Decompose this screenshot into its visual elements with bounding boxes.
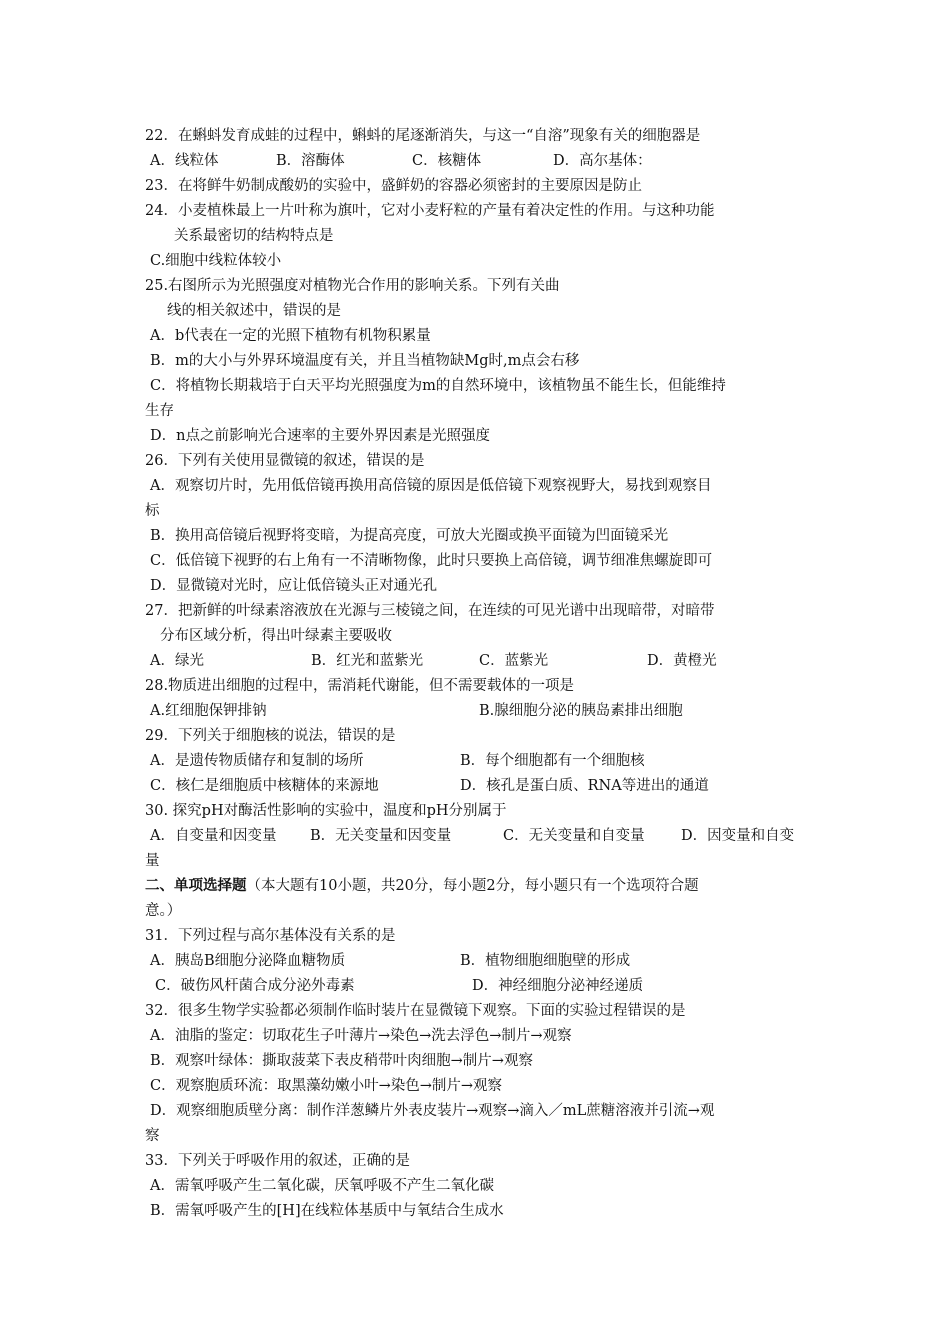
question-24 [0, 199, 950, 223]
question-stem: 33．下列关于呼吸作用的叙述，正确的是 [145, 1153, 410, 1169]
question-26-option-c [0, 549, 950, 573]
option-d: D．n点之前影响光合速率的主要外界因素是光照强度 [150, 428, 490, 444]
option-d: D．核孔是蛋白质、RNA等进出的通道 [460, 778, 709, 794]
question-28-options [0, 699, 950, 723]
question-29-options-ab [0, 749, 950, 773]
question-stem: 22．在蝌蚪发育成蛙的过程中，蝌蚪的尾逐渐消失，与这一“自溶”现象有关的细胞器是 [145, 128, 701, 144]
question-27-cont [0, 624, 950, 648]
question-26-option-d [0, 574, 950, 598]
option-c: C．核仁是细胞质中核糖体的来源地 [150, 778, 379, 794]
option-c: C．低倍镜下视野的右上角有一不清晰物像，此时只要换上高倍镜，调节细准焦螺旋即可 [150, 553, 713, 569]
question-stem-continued: 线的相关叙述中，错误的是 [167, 303, 341, 319]
question-25-option-c-cont [0, 399, 950, 423]
option-a: A．是遗传物质储存和复制的场所 [150, 753, 364, 769]
option-b: B．换用高倍镜后视野将变暗，为提高亮度，可放大光圈或换平面镜为凹面镜采光 [150, 528, 669, 544]
question-27-options [0, 649, 950, 673]
option-b: B．无关变量和因变量 [310, 828, 452, 844]
question-stem: 30. 探究pH对酶活性影响的实验中，温度和pH分别属于 [145, 803, 507, 819]
question-26 [0, 449, 950, 473]
question-30-option-d-cont [0, 849, 950, 873]
option-a-continued: 标 [145, 503, 160, 519]
option-d: D．因变量和自变 [681, 828, 795, 844]
option-c-continued: 生存 [145, 403, 174, 419]
option-c: C．蓝紫光 [479, 653, 549, 669]
option-d-continued: 量 [145, 853, 160, 869]
question-25 [0, 274, 950, 298]
option-a: A．胰岛B细胞分泌降血糖物质 [150, 953, 346, 969]
question-29 [0, 724, 950, 748]
option-d-continued: 察 [145, 1128, 160, 1144]
option-a: A．自变量和因变量 [150, 828, 277, 844]
option-b: B．m的大小与外界环境温度有关，并且当植物缺Mg时,m点会右移 [150, 353, 580, 369]
option-d: D．神经细胞分泌神经递质 [472, 978, 644, 994]
question-22-options [0, 149, 950, 173]
question-25-option-c [0, 374, 950, 398]
section-title: 二、单项选择题 [145, 877, 247, 894]
question-22 [0, 124, 950, 148]
question-25-option-a [0, 324, 950, 348]
option-b: B．红光和蓝紫光 [311, 653, 424, 669]
option-b: B．植物细胞细胞壁的形成 [460, 953, 631, 969]
option-a: A．油脂的鉴定：切取花生子叶薄片→染色→洗去浮色→制片→观察 [150, 1028, 572, 1044]
option-c: C.细胞中线粒体较小 [150, 253, 282, 269]
question-25-cont [0, 299, 950, 323]
question-30-options [0, 824, 950, 848]
section-heading [0, 874, 950, 898]
option-d: D．显微镜对光时，应让低倍镜头正对通光孔 [150, 578, 438, 594]
option-d: D．黄橙光 [647, 653, 717, 669]
question-33-option-b [0, 1199, 950, 1223]
option-d: D．观察细胞质壁分离：制作洋葱鳞片外表皮装片→观察→滴入／mL蔗糖溶液并引流→观 [150, 1103, 715, 1119]
section-note: （本大题有10小题，共20分，每小题2分，每小题只有一个选项符合题 [246, 878, 699, 894]
option-a: A．绿光 [150, 653, 204, 669]
question-24-options [0, 249, 950, 273]
option-c: C．观察胞质环流：取黑藻幼嫩小叶→染色→制片→观察 [150, 1078, 503, 1094]
question-26-option-b [0, 524, 950, 548]
question-26-option-a-cont [0, 499, 950, 523]
question-25-option-d [0, 424, 950, 448]
question-stem: 23．在将鲜牛奶制成酸奶的实验中，盛鲜奶的容器必须密封的主要原因是防止 [145, 178, 642, 194]
question-25-option-b [0, 349, 950, 373]
question-stem-continued: 分布区域分析，得出叶绿素主要吸收 [160, 628, 392, 644]
option-b: B．溶酶体 [276, 153, 345, 169]
question-stem: 24．小麦植株最上一片叶称为旗叶，它对小麦籽粒的产量有着决定性的作用。与这种功能 [145, 203, 715, 219]
question-31 [0, 924, 950, 948]
question-32-option-c [0, 1074, 950, 1098]
option-a: A.红细胞保钾排钠 [150, 703, 267, 719]
option-a: A．线粒体 [150, 153, 219, 169]
option-a: A．需氧呼吸产生二氧化碳，厌氧呼吸不产生二氧化碳 [150, 1178, 494, 1194]
option-c: C．破伤风杆菌合成分泌外毒素 [155, 978, 355, 994]
question-stem: 28.物质进出细胞的过程中，需消耗代谢能，但不需要载体的一项是 [145, 678, 575, 694]
question-32-option-d-cont [0, 1124, 950, 1148]
question-31-options-ab [0, 949, 950, 973]
option-b: B.腺细胞分泌的胰岛素排出细胞 [479, 703, 683, 719]
question-32-option-b [0, 1049, 950, 1073]
option-b: B．观察叶绿体：撕取菠菜下表皮稍带叶肉细胞→制片→观察 [150, 1053, 533, 1069]
question-29-options-cd [0, 774, 950, 798]
option-b: B．需氧呼吸产生的[H]在线粒体基质中与氧结合生成水 [150, 1203, 504, 1219]
question-23 [0, 174, 950, 198]
question-32 [0, 999, 950, 1023]
option-c: C．将植物长期栽培于白天平均光照强度为m的自然环境中，该植物虽不能生长，但能维持 [150, 378, 726, 394]
question-24-cont [0, 224, 950, 248]
question-33-option-a [0, 1174, 950, 1198]
section-heading-text [145, 874, 699, 898]
question-28 [0, 674, 950, 698]
option-b: B．每个细胞都有一个细胞核 [460, 753, 645, 769]
question-26-option-a [0, 474, 950, 498]
question-33 [0, 1149, 950, 1173]
question-31-options-cd [0, 974, 950, 998]
option-a: A．观察切片时，先用低倍镜再换用高倍镜的原因是低倍镜下观察视野大，易找到观察目 [150, 478, 712, 494]
option-d: D．高尔基体： [553, 153, 652, 169]
question-30 [0, 799, 950, 823]
option-c: C．无关变量和自变量 [503, 828, 645, 844]
question-stem: 31．下列过程与高尔基体没有关系的是 [145, 928, 396, 944]
section-note-continued: 意。） [145, 903, 182, 919]
question-stem-continued: 关系最密切的结构特点是 [174, 228, 334, 244]
option-c: C．核糖体 [412, 153, 482, 169]
question-stem: 26．下列有关使用显微镜的叙述，错误的是 [145, 453, 425, 469]
section-heading-cont [0, 899, 950, 923]
question-stem: 29．下列关于细胞核的说法，错误的是 [145, 728, 396, 744]
option-a: A．b代表在一定的光照下植物有机物积累量 [150, 328, 431, 344]
question-stem: 25.右图所示为光照强度对植物光合作用的影响关系。下列有关曲 [145, 278, 560, 294]
question-32-option-a [0, 1024, 950, 1048]
question-27 [0, 599, 950, 623]
question-stem: 32．很多生物学实验都必须制作临时装片在显微镜下观察。下面的实验过程错误的是 [145, 1003, 686, 1019]
question-stem: 27．把新鲜的叶绿素溶液放在光源与三棱镜之间，在连续的可见光谱中出现暗带，对暗带 [145, 603, 715, 619]
question-32-option-d [0, 1099, 950, 1123]
